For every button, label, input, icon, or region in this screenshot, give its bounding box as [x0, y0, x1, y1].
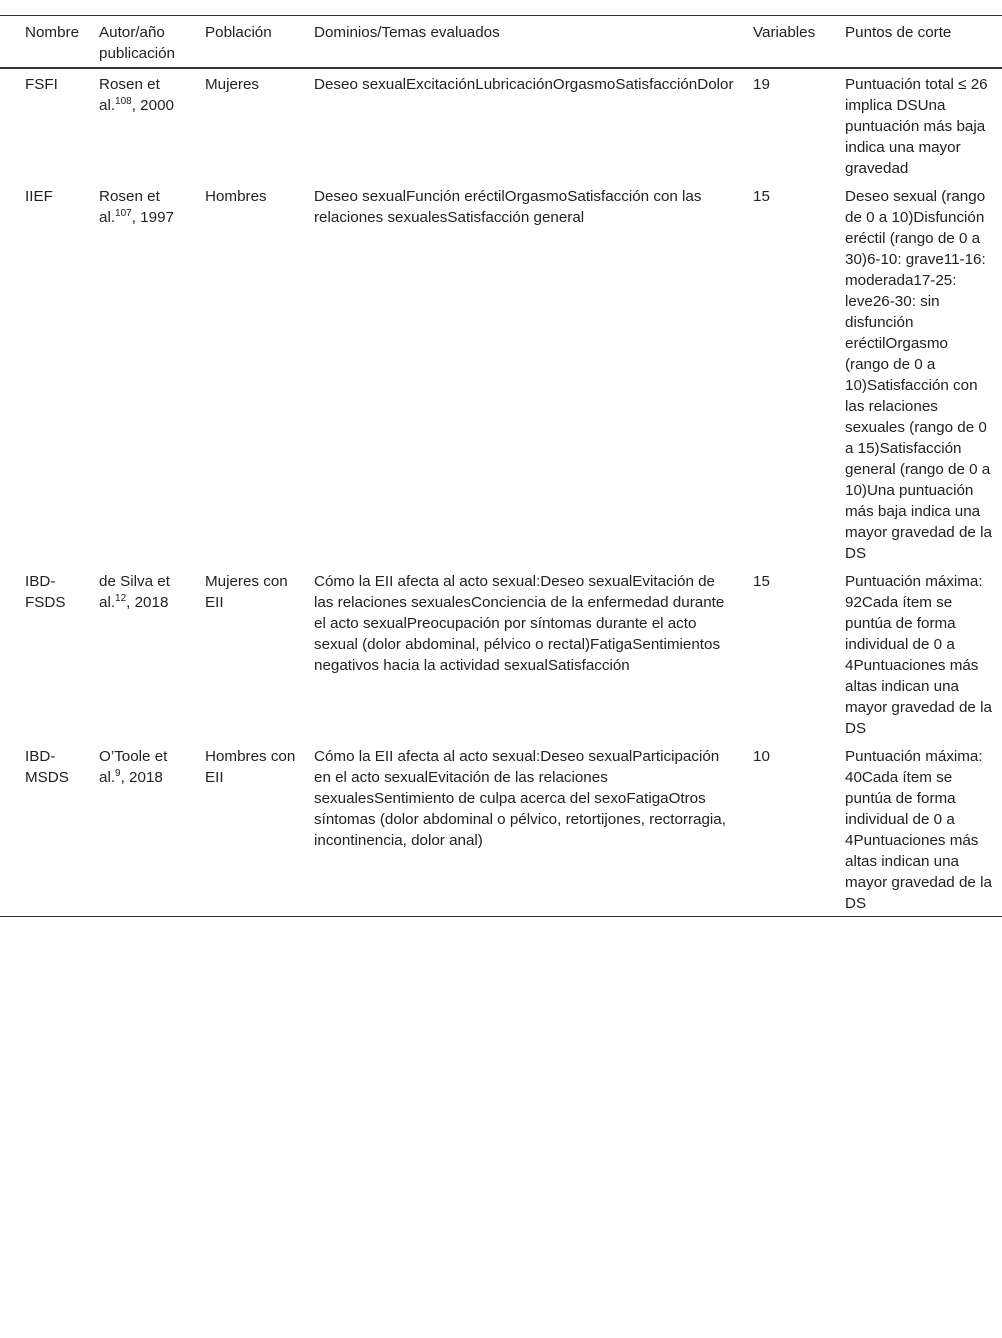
- cell-nombre: FSFI: [25, 76, 58, 93]
- cell-nombre: IIEF: [25, 188, 53, 205]
- header-variables: Variables: [753, 24, 816, 41]
- table-row: [0, 741, 1002, 917]
- cell-poblacion: Hombres: [205, 188, 267, 205]
- cell-autor: [91, 566, 197, 741]
- cell-poblacion: Hombres con EII: [205, 748, 296, 786]
- header-puntos: Puntos de corte: [845, 24, 952, 41]
- autor-text: de Silva et al.: [99, 573, 170, 611]
- header-row: [0, 16, 1002, 69]
- cell-nombre: IBD-MSDS: [25, 748, 69, 786]
- cell-dominios: Cómo la EII afecta al acto sexual:Deseo sexualEvitación de las relaciones sexualesConciencia de la enfermedad durante el acto sexualPreocupación por síntomas durante el acto sexual (dolor abdominal, pélvico o rectal)FatigaSentimientos negativos hacia la actividad sexualSatisfacción: [314, 573, 725, 674]
- cell-puntos: Puntuación máxima: 92Cada ítem se puntúa de forma individual de 0 a 4Puntuaciones más altas indican una mayor gravedad de la DS: [845, 573, 992, 737]
- autor-text: Rosen et al.: [99, 76, 160, 114]
- header-autor: Autor/año publicación: [99, 24, 175, 62]
- autor-text: O’Toole et al.: [99, 748, 168, 786]
- reference-number[interactable]: 107: [115, 207, 132, 219]
- reference-number[interactable]: 9: [115, 767, 121, 779]
- header-poblacion: Población: [205, 24, 272, 41]
- cell-variables: 15: [753, 573, 770, 590]
- cell-autor: [91, 741, 197, 917]
- autor-year: , 1997: [131, 209, 174, 226]
- autor-year: , 2018: [120, 769, 163, 786]
- cell-dominios: Deseo sexualExcitaciónLubricaciónOrgasmoSatisfacciónDolor: [314, 76, 734, 93]
- cell-puntos: Deseo sexual (rango de 0 a 10)Disfunción eréctil (rango de 0 a 30)6-10: grave11-16: moderada17-25: leve26-30: sin disfunción eréctilOrgasmo (rango de 0 a 10)Satisfacción con las relaciones sexuales (rango de 0 a 15)Satisfacción general (rango de 0 a 10)Una puntuación más baja indica una mayor gravedad de la DS: [845, 188, 992, 562]
- cell-dominios: Cómo la EII afecta al acto sexual:Deseo sexualParticipación en el acto sexualEvitación de las relaciones sexualesSentimiento de culpa acerca del sexoFatigaOtros síntomas (dolor abdominal o pélvico, retortijones, rectorragia, incontinencia, dolor anal): [314, 748, 726, 849]
- cell-variables: 19: [753, 76, 770, 93]
- cell-variables: 15: [753, 188, 770, 205]
- cell-nombre: IBD-FSDS: [25, 573, 66, 611]
- autor-text: Rosen et al.: [99, 188, 160, 226]
- table-row: [0, 68, 1002, 181]
- autor-year: , 2018: [126, 594, 169, 611]
- cell-puntos: Puntuación máxima: 40Cada ítem se puntúa de forma individual de 0 a 4Puntuaciones más altas indican una mayor gravedad de la DS: [845, 748, 992, 912]
- cell-autor: [91, 68, 197, 181]
- reference-number[interactable]: 108: [115, 95, 132, 107]
- cell-dominios: Deseo sexualFunción eréctilOrgasmoSatisfacción con las relaciones sexualesSatisfacción general: [314, 188, 702, 226]
- cell-puntos: Puntuación total ≤ 26 implica DSUna puntuación más baja indica una mayor gravedad: [845, 76, 988, 177]
- cell-poblacion: Mujeres: [205, 76, 260, 93]
- table-row: [0, 566, 1002, 741]
- table-row: [0, 181, 1002, 566]
- cell-poblacion: Mujeres con EII: [205, 573, 288, 611]
- reference-number[interactable]: 12: [115, 592, 127, 604]
- instruments-table: [0, 15, 1002, 917]
- cell-autor: [91, 181, 197, 566]
- cell-variables: 10: [753, 748, 770, 765]
- autor-year: , 2000: [131, 97, 174, 114]
- header-dominios: Dominios/Temas evaluados: [314, 24, 500, 41]
- header-nombre: Nombre: [25, 24, 80, 41]
